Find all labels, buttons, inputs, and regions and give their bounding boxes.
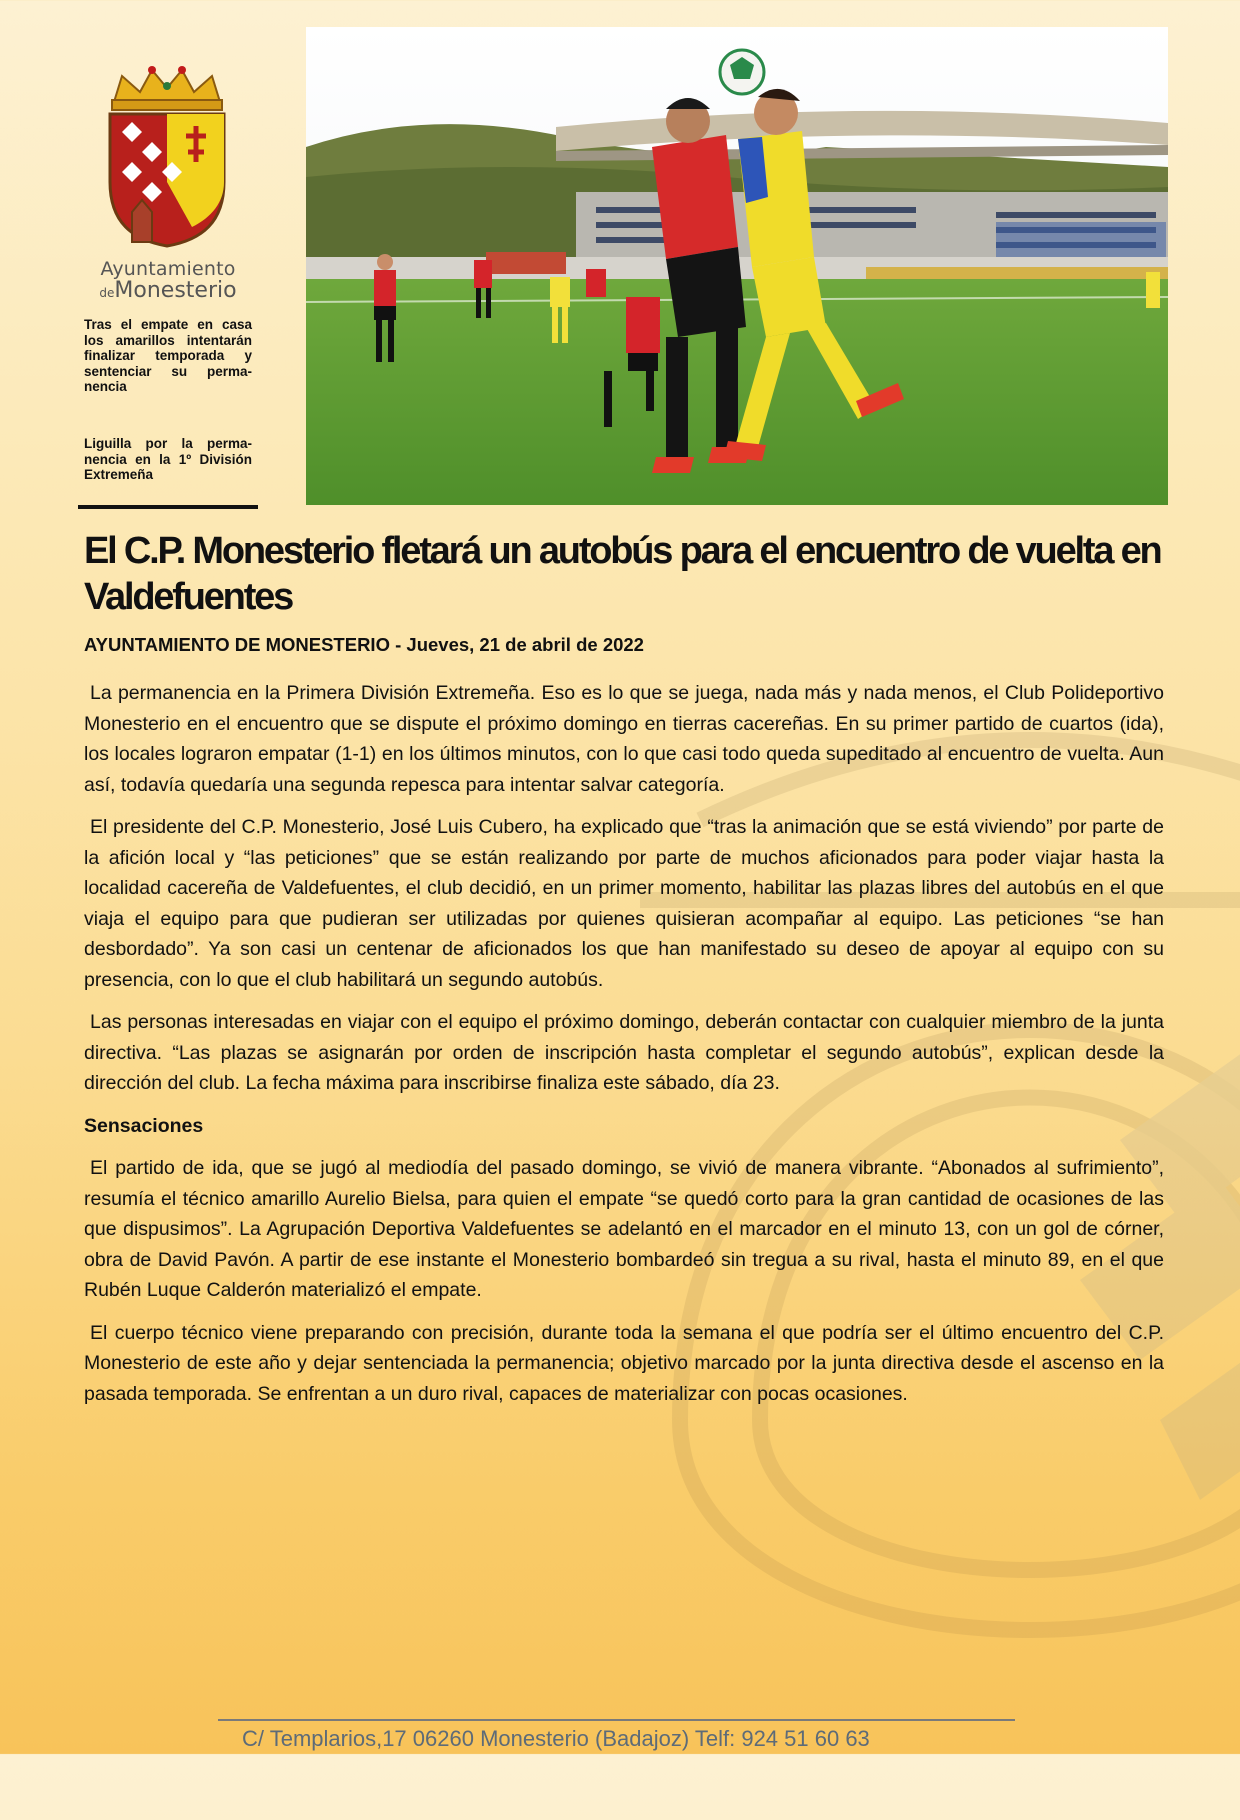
football-match-photo: [306, 27, 1168, 505]
article-paragraph-4: El partido de ida, que se jugó al mediodía del pasado domingo, se vivió de manera vibrante. “Abonados al sufrimiento”, resumía el técnico amarillo Aurelio Bielsa, para quien el empate “se quedó corto para la gran cantidad de ocasiones de las que dispusimos”. La Agrupación Deportiva Valdefuentes se adelantó en el marcador en el minuto 13, con un gol de córner, obra de David Pavón. A partir de ese instante el Monesterio bombardeó sin tregua a su rival, hasta el minuto 89, en el que Rubén Luque Calderón materializó el empate.: [84, 1157, 1164, 1301]
logo-name-main: Monesterio: [114, 278, 237, 303]
article-paragraph-5: El cuerpo técnico viene preparando con precisión, durante toda la semana el que podría ser el último encuentro del C.P. Monesterio de este año y dejar sentenciada la permanencia; objetivo marcado por la junta directiva desde el ascenso en la pasada temporada. Se enfrentan a un duro rival, capaces de materializar con pocas ocasiones.: [84, 1321, 1164, 1405]
article-byline: AYUNTAMIENTO DE MONESTERIO - Jueves, 21 de abril de 2022: [84, 634, 644, 655]
logo-name-line1: Ayuntamiento: [100, 258, 236, 280]
logo-name-line2: [78, 278, 258, 303]
article-body: [84, 678, 1164, 1421]
article-headline: El C.P. Monesterio fletará un autobús para el encuentro de vuelta en Valdefuentes: [84, 530, 1161, 618]
sidebar-competition-note: Liguilla por la permanencia en la 1º División Extremeña: [84, 436, 252, 482]
coat-of-arms-icon: [92, 62, 242, 252]
sidebar-summary: Tras el empate en casa los amarillos intentarán finalizar temporada y sentenciar su permanencia: [84, 317, 252, 394]
footer-address: C/ Templarios,17 06260 Monesterio (Badajoz) Telf: 924 51 60 63: [242, 1726, 870, 1751]
logo-name-prefix: de: [99, 286, 115, 300]
article-subheading: Sensaciones: [84, 1114, 204, 1137]
footer-divider: [218, 1719, 1015, 1721]
sidebar-divider: [78, 505, 258, 509]
article-paragraph-2: El presidente del C.P. Monesterio, José Luis Cubero, ha explicado que “tras la animación que se está viviendo” por parte de la afición local y “las peticiones” que se están realizando por parte de muchos aficionados para poder viajar hasta la localidad cacereña de Valdefuentes, el club decidió, en un primer momento, habilitar las plazas libres del autobús en el que viaja el equipo para que pudieran ser utilizadas por quienes quisieran acompañar al equipo. Las peticiones “se han desbordado”. Ya son casi un centenar de aficionados los que han manifestado su deseo de apoyar al equipo con su presencia, con lo que el club habilitará un segundo autobús.: [84, 816, 1164, 991]
article-paragraph-1: La permanencia en la Primera División Extremeña. Eso es lo que se juega, nada más y nada menos, el Club Polideportivo Monesterio en el encuentro que se dispute el próximo domingo en tierras cacereñas. En su primer partido de cuartos (ida), los locales lograron empatar (1-1) en los últimos minutos, con lo que casi todo queda supeditado al encuentro de vuelta. Aun así, todavía quedaría una segunda repesca para intentar salvar categoría.: [84, 682, 1164, 796]
article-paragraph-3: Las personas interesadas en viajar con el equipo el próximo domingo, deberán contactar con cualquier miembro de la junta directiva. “Las plazas se asignarán por orden de inscripción hasta completar el segundo autobús”, explican desde la dirección del club. La fecha máxima para inscribirse finaliza este sábado, día 23.: [84, 1011, 1164, 1094]
